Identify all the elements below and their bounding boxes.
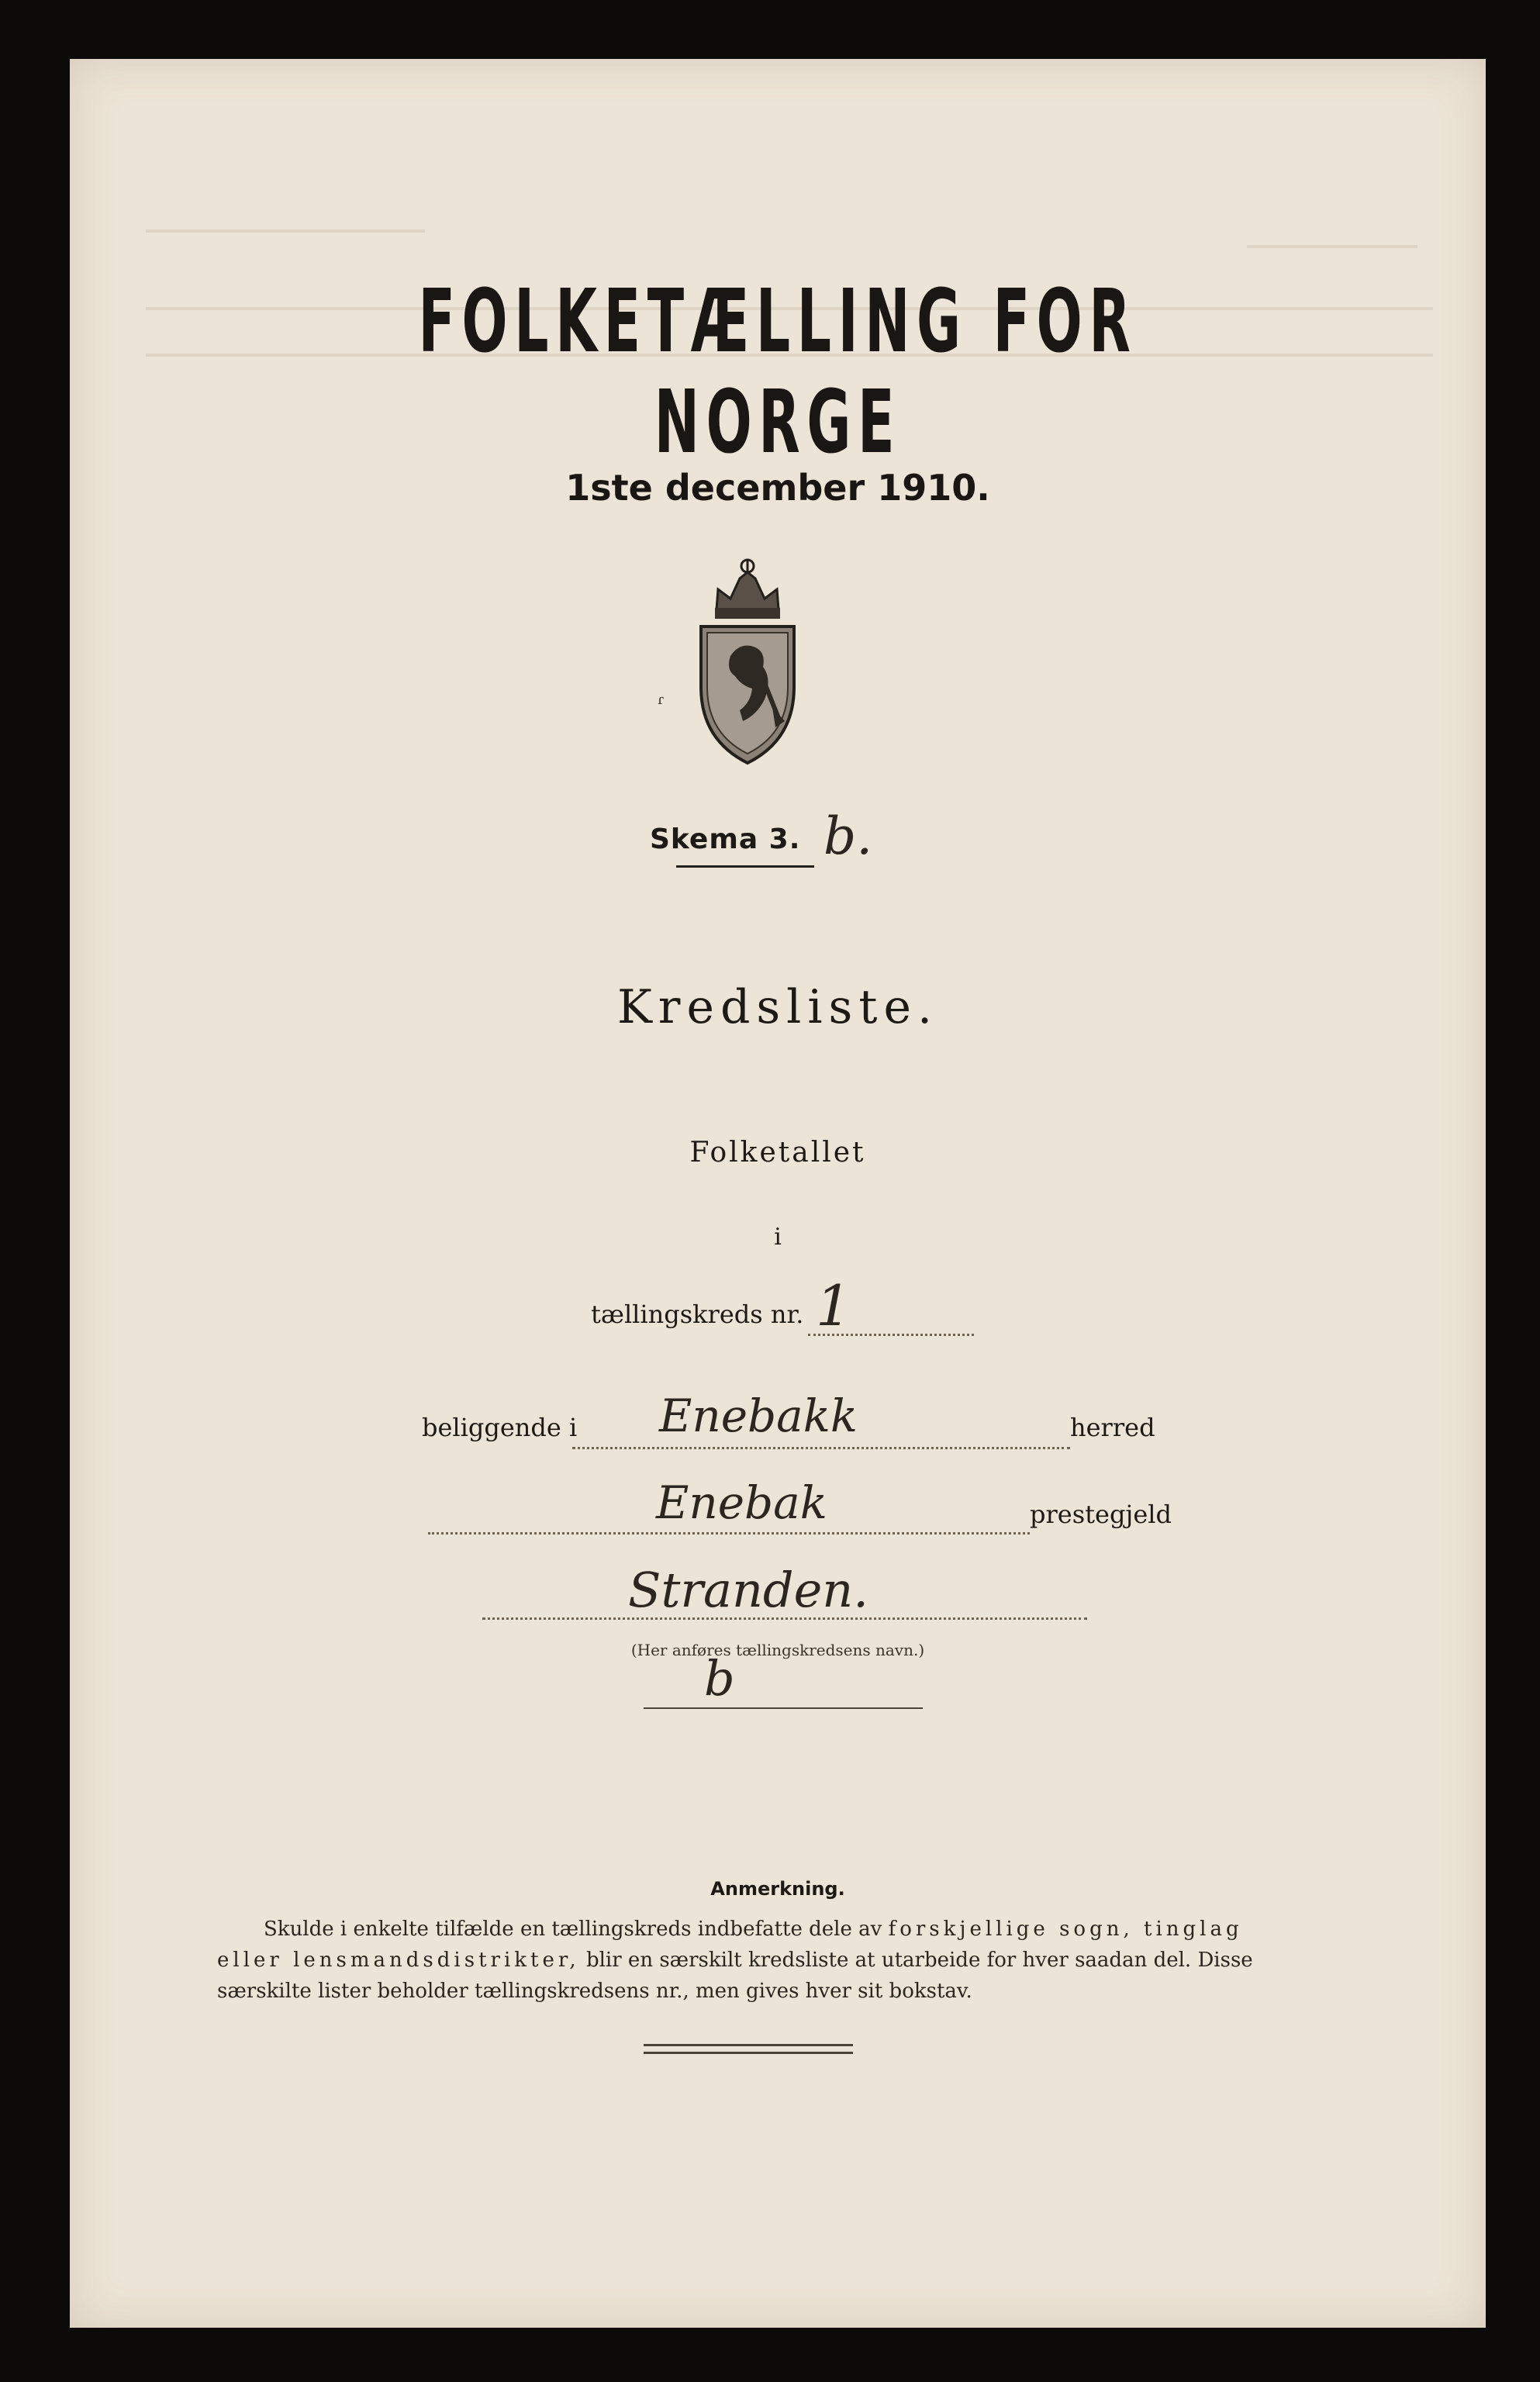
herred-suffix-label: herred bbox=[1070, 1413, 1155, 1442]
skema-handwritten-letter: b. bbox=[824, 806, 873, 866]
herred-prefix-label: beliggende i bbox=[422, 1413, 578, 1442]
anmerkning-line-2-rest: blir en særskilt kredsliste at utarbeide for hver saadan del. Disse bbox=[585, 1949, 1253, 1972]
footer-rule-top bbox=[644, 2044, 853, 2046]
kreds-name-note: (Her anføres tællingskredsens navn.) bbox=[630, 1641, 925, 1659]
prestegjeld-dotted-line bbox=[428, 1532, 1030, 1534]
kreds-name-value: Stranden. bbox=[628, 1562, 868, 1618]
kreds-label: tællingskreds nr. bbox=[591, 1300, 804, 1329]
footer-rule-bottom bbox=[644, 2052, 853, 2054]
prestegjeld-value: Enebak bbox=[656, 1476, 827, 1529]
print-speck: ɾ bbox=[658, 692, 665, 708]
connector-word: i bbox=[774, 1224, 782, 1251]
norwegian-coat-of-arms-icon bbox=[685, 555, 810, 772]
skema-underline bbox=[676, 865, 814, 868]
form-subheading: Folketallet bbox=[689, 1137, 866, 1169]
form-title: FOLKETÆLLING FOR NORGE bbox=[418, 271, 1138, 473]
anmerkning-line-1-spaced: forskjellige sogn, tinglag bbox=[888, 1918, 1243, 1941]
anmerkning-line-2-spaced: eller lensmandsdistrikter, bbox=[217, 1949, 580, 1972]
anmerkning-title: Anmerkning. bbox=[710, 1878, 845, 1900]
prestegjeld-suffix-label: prestegjeld bbox=[1030, 1500, 1172, 1529]
letter-line bbox=[644, 1707, 923, 1709]
skema-label: Skema 3. bbox=[650, 823, 801, 855]
census-date: 1ste december 1910. bbox=[565, 467, 990, 509]
anmerkning-line-1-start: Skulde i enkelte tilfælde en tællingskreds indbefatte dele av bbox=[264, 1918, 882, 1941]
anmerkning-line-1 bbox=[217, 1914, 1338, 1945]
letter-value: b bbox=[704, 1650, 735, 1707]
census-form-page bbox=[70, 59, 1486, 2328]
anmerkning-line-3: særskilte lister beholder tællingskredsens nr., men gives hver sit bokstav. bbox=[217, 1980, 972, 2003]
herred-dotted-line bbox=[572, 1447, 1070, 1449]
kreds-number: 1 bbox=[816, 1273, 851, 1338]
form-heading: Kredsliste. bbox=[616, 980, 939, 1034]
anmerkning-text bbox=[217, 1914, 1338, 2007]
herred-value: Enebakk bbox=[659, 1390, 858, 1442]
anmerkning-line-2 bbox=[217, 1945, 1338, 1976]
